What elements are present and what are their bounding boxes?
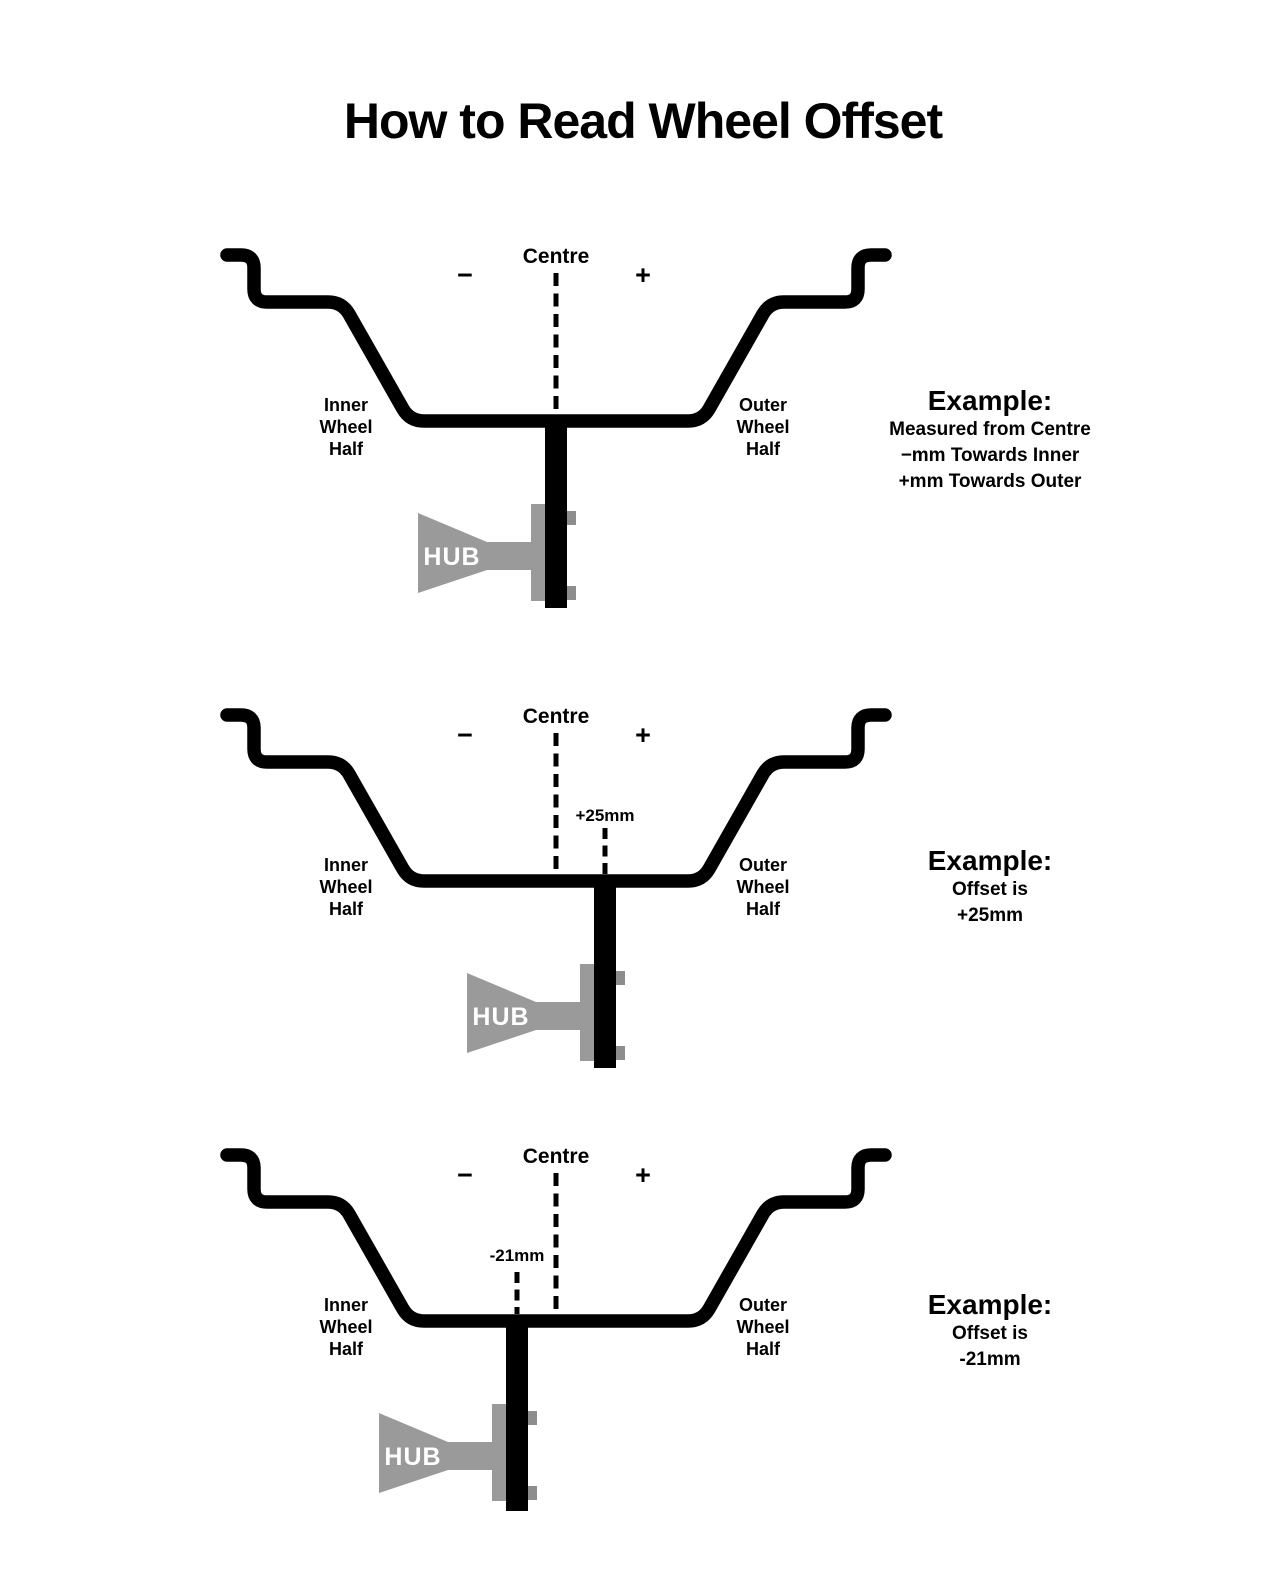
- outer-wheel-half-label: Half: [745, 439, 781, 459]
- example-heading: Example:: [927, 845, 1053, 876]
- inner-wheel-half-label: Inner: [323, 395, 369, 415]
- inner-wheel-half-label: Inner: [323, 855, 369, 875]
- minus-sign: −: [457, 260, 473, 290]
- outer-wheel-half-label: Outer: [738, 855, 788, 875]
- centre-label: Centre: [522, 1145, 590, 1168]
- inner-wheel-half-label: Half: [328, 439, 364, 459]
- outer-wheel-half-label: Wheel: [736, 1317, 790, 1337]
- example-heading: Example:: [927, 1289, 1053, 1320]
- outer-wheel-half-label: Half: [745, 1339, 781, 1359]
- outer-wheel-half-label: Wheel: [736, 877, 790, 897]
- page-title: How to Read Wheel Offset: [343, 93, 943, 149]
- minus-sign: −: [457, 720, 473, 750]
- example-block-negative-offset: [800, 1289, 1180, 1373]
- hub-mounting-plate: [492, 1404, 507, 1501]
- hub-label: HUB: [423, 543, 481, 571]
- hub-mounting-plate: [580, 964, 595, 1061]
- example-line: −mm Towards Inner: [900, 445, 1080, 466]
- example-line: Offset is: [951, 1323, 1029, 1344]
- example-block-measured: [800, 385, 1180, 495]
- example-line: Offset is: [951, 879, 1029, 900]
- centre-label: Centre: [522, 245, 590, 268]
- hub-label: HUB: [472, 1003, 530, 1031]
- centre-label: Centre: [522, 705, 590, 728]
- inner-wheel-half-label: Half: [328, 1339, 364, 1359]
- inner-wheel-half-label: Wheel: [319, 877, 373, 897]
- plus-sign: +: [635, 260, 651, 290]
- offset-marker-label: -21mm: [489, 1246, 545, 1265]
- outer-wheel-half-label: Wheel: [736, 417, 790, 437]
- example-line: -21mm: [959, 1349, 1021, 1370]
- inner-wheel-half-label: Half: [328, 899, 364, 919]
- inner-wheel-half-label: Inner: [323, 1295, 369, 1315]
- inner-wheel-half-label: Wheel: [319, 1317, 373, 1337]
- example-heading: Example:: [927, 385, 1053, 416]
- outer-wheel-half-label: Outer: [738, 395, 788, 415]
- outer-wheel-half-label: Half: [745, 899, 781, 919]
- mounting-face-bar: [594, 875, 616, 1068]
- hub-label: HUB: [384, 1443, 442, 1471]
- plus-sign: +: [635, 720, 651, 750]
- example-line: +mm Towards Outer: [898, 471, 1082, 492]
- inner-wheel-half-label: Wheel: [319, 417, 373, 437]
- hub-mounting-plate: [531, 504, 546, 601]
- example-block-positive-offset: [800, 845, 1180, 929]
- minus-sign: −: [457, 1160, 473, 1190]
- example-line: Measured from Centre: [889, 419, 1091, 440]
- mounting-face-bar: [506, 1315, 528, 1511]
- outer-wheel-half-label: Outer: [738, 1295, 788, 1315]
- offset-marker-label: +25mm: [575, 806, 635, 825]
- mounting-face-bar: [545, 415, 567, 608]
- example-line: +25mm: [956, 905, 1024, 926]
- plus-sign: +: [635, 1160, 651, 1190]
